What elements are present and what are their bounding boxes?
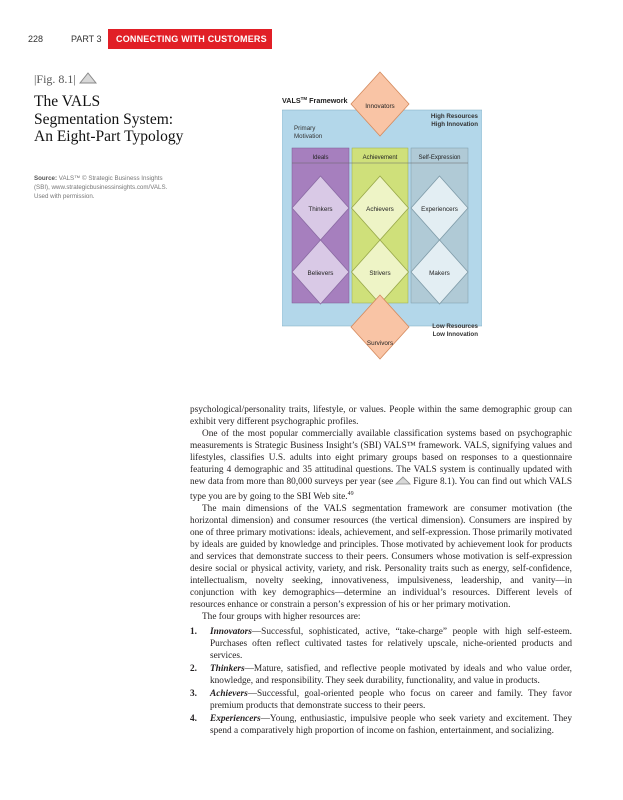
column-label-ideals: Ideals	[312, 155, 329, 161]
paragraph-2-part-a: One of the most popular commercially available classification systems based on psychographic measurements is Strategic Business Insight’s (SBI) VALS™ framework. VALS, signifying values and lifestyles, classifies U.S. adults into eight primary groups based on responses to a questionnaire featuring 4 demographic and 35 attitudinal questions. The VALS system is continually updated with new data from more than 80,000 surveys per year (see	[190, 428, 572, 488]
figure-source-text: VALS™ © Strategic Business Insights (SBI), www.strategicbusinessinsights.com/VALS. Used with permission.	[34, 175, 168, 200]
high-resources-label: High Resources High Innovation	[430, 113, 478, 128]
list-item-text: —Successful, goal-oriented people who focus on career and family. They favor premium products that demonstrate success to their peers.	[210, 688, 572, 711]
primary-motivation-label: Primary Motivation	[294, 125, 323, 140]
paragraph-2	[190, 429, 572, 505]
figure-marker-icon	[79, 72, 97, 84]
list-item-term: Innovators	[210, 627, 252, 638]
figure-label: |Fig. 8.1|	[34, 72, 76, 86]
figure-reference-icon	[395, 476, 411, 485]
paragraph-3: The main dimensions of the VALS segmentation framework are consumer motivation (the horizontal dimension) and consumer resources (the vertical dimension). Consumers are inspired by one of three primary motivations: ideals, achievement, and self-expression. Those primarily motivated by ideals are guided by knowledge and principles. Those motivated by achievement look for products and services that demonstrate success to their peers. Consumers whose motivation is self-expression desire social or physical activity, variety, and risk. Personality traits such as energy, self-confidence, intellectualism, novelty seeking, innovativeness, impulsiveness, leadership, and vanity—in conjunction with key demographics—determine an individual’s resources. Different levels of resources enhance or constrain a person’s expression of his or her primary motivation.	[190, 504, 572, 610]
list-item-number: 3.	[190, 688, 197, 699]
list-item-term: Experiencers	[210, 713, 261, 724]
list-item-number: 2.	[190, 664, 197, 675]
low-resources-label: Low Resources Low Innovation	[432, 323, 478, 338]
running-header	[0, 29, 623, 49]
part-label: PART 3	[71, 34, 102, 44]
strivers-label: Strivers	[369, 270, 391, 277]
page-number: 228	[28, 34, 44, 44]
paragraph-1: psychological/personality traits, lifestyle, or values. People within the same demographic group can exhibit very different psychographic profiles.	[190, 405, 572, 427]
vals-framework-diagram	[282, 70, 482, 360]
believers-label: Believers	[307, 270, 334, 277]
figure-source	[34, 174, 174, 201]
experiencers-label: Experiencers	[421, 206, 458, 213]
achievers-label: Achievers	[366, 206, 394, 213]
list-item	[190, 664, 572, 688]
list-item-number: 4.	[190, 713, 197, 724]
column-label-self-expression: Self-Expression	[418, 155, 461, 161]
framework-title: VALS™ Framework	[282, 96, 348, 105]
figure-source-label: Source:	[34, 175, 58, 182]
thinkers-label: Thinkers	[308, 206, 333, 213]
list-item	[190, 689, 572, 713]
list-item-term: Achievers	[210, 688, 248, 699]
endnote-49: 49	[347, 491, 354, 498]
innovators-label: Innovators	[365, 103, 395, 110]
list-item	[190, 627, 572, 663]
figure-title: The VALS Segmentation System: An Eight-Part Typology	[34, 93, 184, 145]
column-label-achievement: Achievement	[362, 155, 398, 161]
list-item-number: 1.	[190, 627, 197, 638]
list-item-term: Thinkers	[210, 664, 245, 675]
list-item-text: —Successful, sophisticated, active, “take-charge” people with high self-esteem. Purchases often reflect cultivated tastes for relatively upscale, niche-oriented products and services.	[210, 627, 572, 662]
paragraph-2-part-b: Figure 8.1). You can find out which VALS type you are by going to the SBI Web site.	[190, 477, 572, 503]
paragraph-4: The four groups with higher resources are:	[202, 611, 361, 622]
makers-label: Makers	[429, 270, 450, 277]
section-title: CONNECTING WITH CUSTOMERS	[116, 34, 267, 44]
higher-resources-list	[190, 627, 572, 737]
list-item-text: —Mature, satisfied, and reflective people motivated by ideals and who value order, knowledge, and responsibility. They seek durability, functionality, and value in products.	[210, 664, 572, 687]
body-text	[190, 405, 572, 739]
survivors-label: Survivors	[366, 340, 394, 347]
list-item	[190, 714, 572, 738]
list-item-text: —Young, enthusiastic, impulsive people who seek variety and excitement. They spend a comparatively high proportion of income on fashion, entertainment, and socializing.	[210, 713, 572, 736]
